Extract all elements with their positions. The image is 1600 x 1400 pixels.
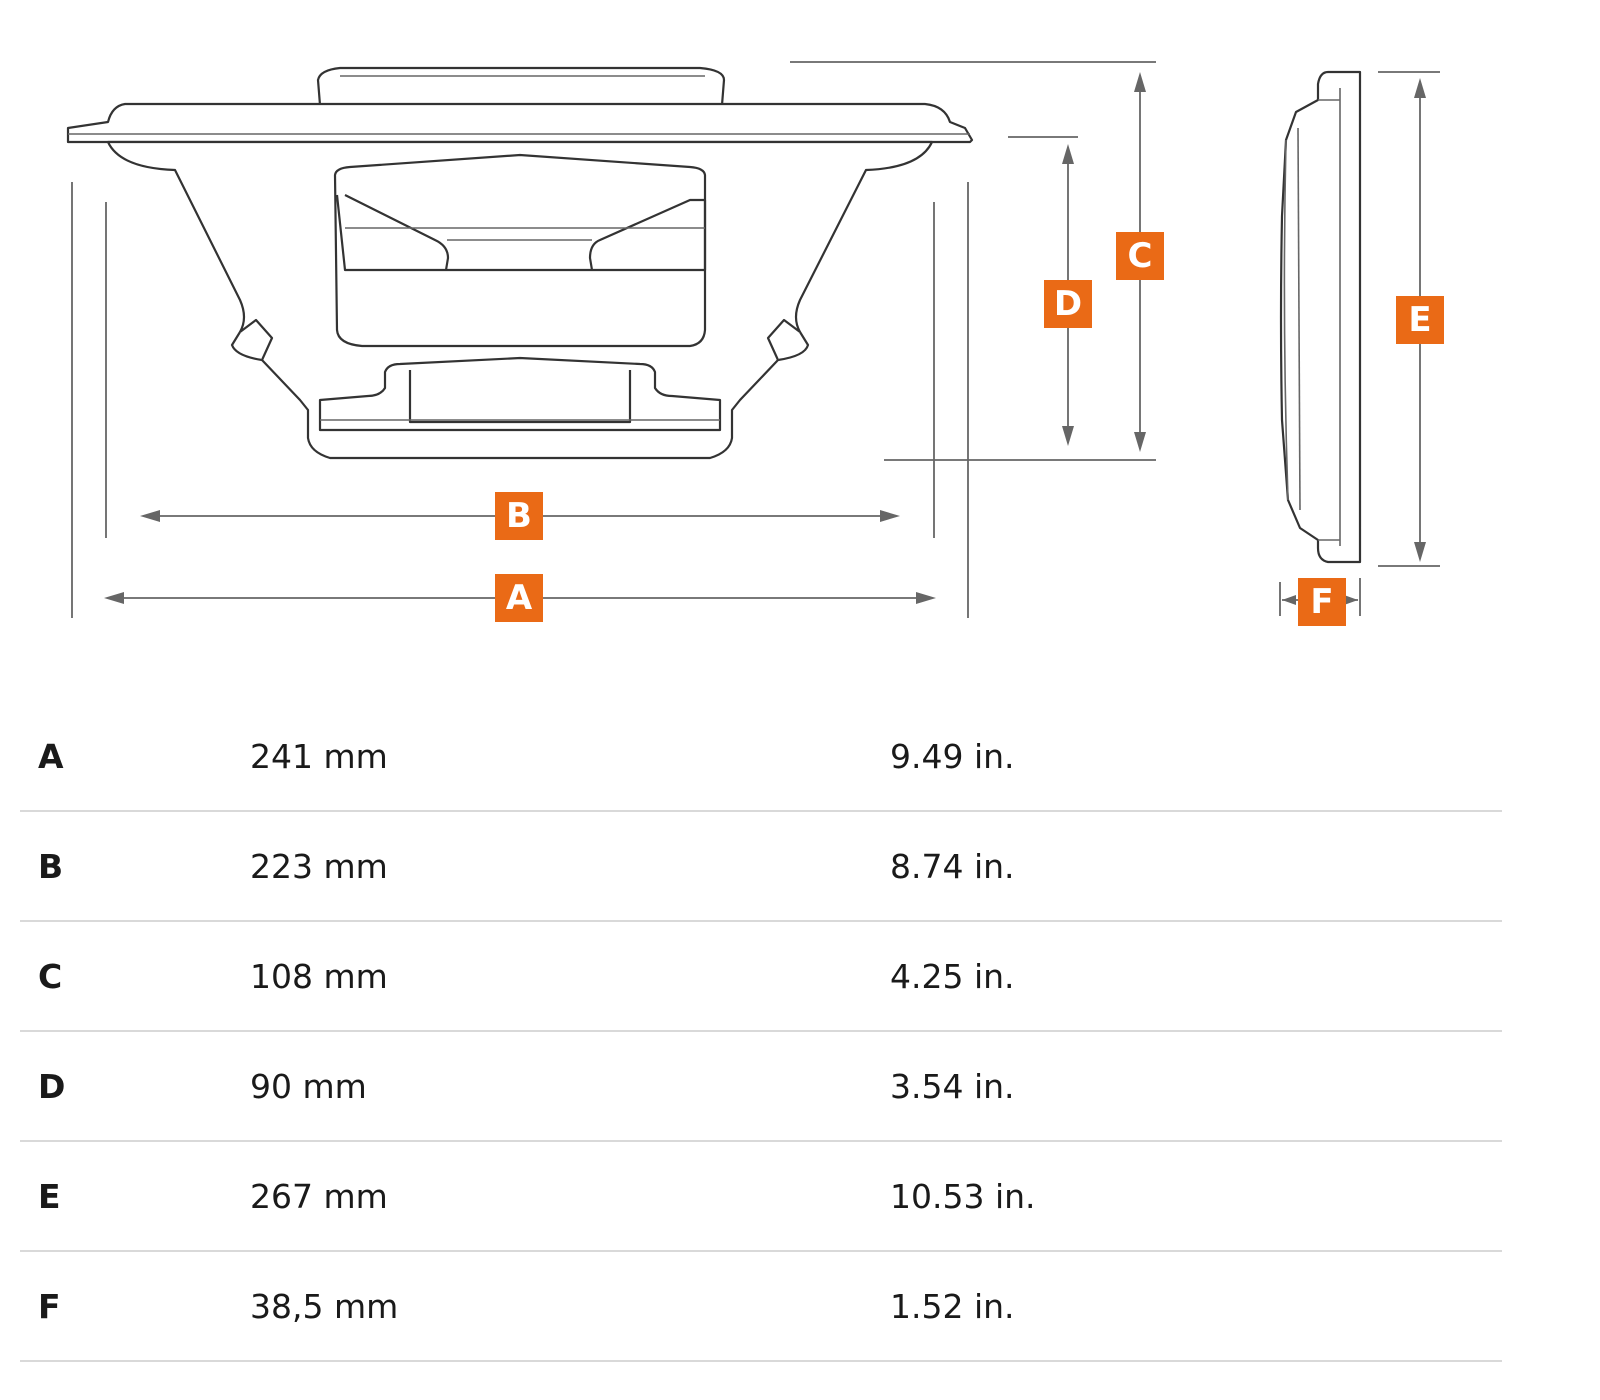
dimension-key: A xyxy=(38,736,64,776)
dimension-mm: 223 mm xyxy=(250,846,388,886)
speaker-front-view xyxy=(68,68,972,458)
dimension-inch: 9.49 in. xyxy=(890,736,1015,776)
dimension-inch: 3.54 in. xyxy=(890,1066,1015,1106)
label-c: C xyxy=(1127,236,1153,276)
label-c-badge xyxy=(1116,232,1164,280)
dimension-mm: 241 mm xyxy=(250,736,388,776)
label-b: B xyxy=(506,496,532,536)
dimension-inch: 8.74 in. xyxy=(890,846,1015,886)
dimensions-table xyxy=(20,702,1502,1362)
table-row xyxy=(20,1142,1502,1252)
table-row xyxy=(20,1032,1502,1142)
dimension-key: E xyxy=(38,1176,61,1216)
table-row xyxy=(20,1252,1502,1362)
dimension-inch: 4.25 in. xyxy=(890,956,1015,996)
label-a: A xyxy=(505,578,533,618)
dimension-mm: 90 mm xyxy=(250,1066,367,1106)
label-f-badge xyxy=(1298,578,1346,626)
label-f: F xyxy=(1310,582,1334,622)
label-a-badge xyxy=(495,574,543,622)
table-row xyxy=(20,812,1502,922)
dimension-mm: 108 mm xyxy=(250,956,388,996)
dimension-key: D xyxy=(38,1066,66,1106)
label-d-badge xyxy=(1044,280,1092,328)
label-e: E xyxy=(1408,300,1432,340)
dimension-key: C xyxy=(38,956,63,996)
label-b-badge xyxy=(495,492,543,540)
dimension-key: F xyxy=(38,1286,61,1326)
dimension-key: B xyxy=(38,846,64,886)
table-row xyxy=(20,922,1502,1032)
label-e-badge xyxy=(1396,296,1444,344)
speaker-side-view xyxy=(1281,72,1360,562)
dimension-inch: 1.52 in. xyxy=(890,1286,1015,1326)
dimension-inch: 10.53 in. xyxy=(890,1176,1036,1216)
dimension-mm: 267 mm xyxy=(250,1176,388,1216)
label-d: D xyxy=(1053,284,1083,324)
dimension-mm: 38,5 mm xyxy=(250,1286,399,1326)
table-row xyxy=(20,702,1502,812)
speaker-dimension-diagram xyxy=(0,0,1600,680)
